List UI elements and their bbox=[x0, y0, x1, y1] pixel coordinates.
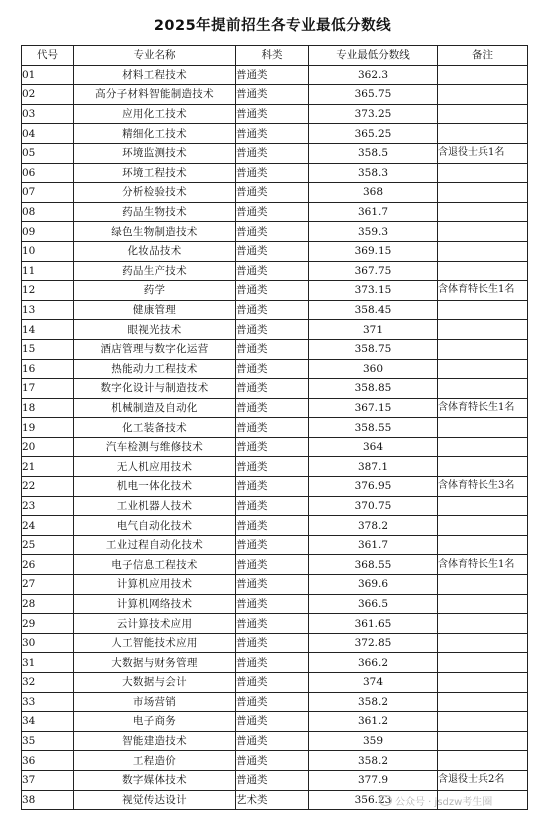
table-row bbox=[22, 65, 528, 85]
table-row bbox=[22, 222, 528, 242]
cell-type: 普通类 bbox=[236, 751, 309, 771]
cell-score: 358.55 bbox=[309, 418, 438, 438]
cell-code: 06 bbox=[22, 163, 74, 183]
header-major: 专业名称 bbox=[74, 46, 236, 66]
cell-note bbox=[438, 85, 528, 105]
table-row bbox=[22, 633, 528, 653]
cell-code: 13 bbox=[22, 300, 74, 320]
cell-major: 机电一体化技术 bbox=[74, 477, 236, 497]
cell-note: 含体育特长生1名 bbox=[438, 398, 528, 418]
cell-type: 普通类 bbox=[236, 104, 309, 124]
cell-type: 普通类 bbox=[236, 359, 309, 379]
cell-code: 17 bbox=[22, 379, 74, 399]
cell-type: 普通类 bbox=[236, 339, 309, 359]
cell-type: 普通类 bbox=[236, 241, 309, 261]
cell-score: 356.23 bbox=[309, 790, 438, 810]
cell-score: 358.45 bbox=[309, 300, 438, 320]
table-row bbox=[22, 418, 528, 438]
cell-score: 361.2 bbox=[309, 712, 438, 732]
cell-score: 369.15 bbox=[309, 241, 438, 261]
cell-type: 普通类 bbox=[236, 516, 309, 536]
cell-score: 377.9 bbox=[309, 770, 438, 790]
cell-type: 普通类 bbox=[236, 65, 309, 85]
cell-note bbox=[438, 457, 528, 477]
cell-score: 371 bbox=[309, 320, 438, 340]
table-row bbox=[22, 359, 528, 379]
cell-note bbox=[438, 339, 528, 359]
cell-code: 26 bbox=[22, 555, 74, 575]
cell-major: 数字媒体技术 bbox=[74, 770, 236, 790]
cell-major: 分析检验技术 bbox=[74, 183, 236, 203]
cell-code: 37 bbox=[22, 770, 74, 790]
cell-note: 含体育特长生3名 bbox=[438, 477, 528, 497]
cell-code: 11 bbox=[22, 261, 74, 281]
table-row bbox=[22, 712, 528, 732]
cell-note bbox=[438, 692, 528, 712]
cell-note bbox=[438, 496, 528, 516]
cell-score: 372.85 bbox=[309, 633, 438, 653]
table-row bbox=[22, 163, 528, 183]
table-row bbox=[22, 555, 528, 575]
table-row bbox=[22, 183, 528, 203]
cell-note bbox=[438, 614, 528, 634]
cell-note: 含退役士兵1名 bbox=[438, 143, 528, 163]
cell-major: 药学 bbox=[74, 281, 236, 301]
cell-type: 普通类 bbox=[236, 418, 309, 438]
cell-score: 361.7 bbox=[309, 535, 438, 555]
cell-major: 电子商务 bbox=[74, 712, 236, 732]
cell-code: 04 bbox=[22, 124, 74, 144]
cell-type: 普通类 bbox=[236, 202, 309, 222]
cell-major: 计算机应用技术 bbox=[74, 575, 236, 595]
cell-note bbox=[438, 261, 528, 281]
cell-type: 普通类 bbox=[236, 398, 309, 418]
cell-type: 普通类 bbox=[236, 437, 309, 457]
cell-major: 电气自动化技术 bbox=[74, 516, 236, 536]
cell-score: 361.7 bbox=[309, 202, 438, 222]
table-row bbox=[22, 477, 528, 497]
cell-code: 25 bbox=[22, 535, 74, 555]
cell-major: 环境工程技术 bbox=[74, 163, 236, 183]
cell-code: 23 bbox=[22, 496, 74, 516]
cell-score: 376.95 bbox=[309, 477, 438, 497]
cell-note bbox=[438, 222, 528, 242]
cell-score: 364 bbox=[309, 437, 438, 457]
cell-type: 普通类 bbox=[236, 85, 309, 105]
cell-type: 普通类 bbox=[236, 222, 309, 242]
cell-code: 09 bbox=[22, 222, 74, 242]
table-row bbox=[22, 535, 528, 555]
cell-score: 368.55 bbox=[309, 555, 438, 575]
cell-major: 云计算技术应用 bbox=[74, 614, 236, 634]
cell-major: 药品生产技术 bbox=[74, 261, 236, 281]
cell-major: 计算机网络技术 bbox=[74, 594, 236, 614]
table-row bbox=[22, 594, 528, 614]
cell-score: 358.5 bbox=[309, 143, 438, 163]
cell-score: 370.75 bbox=[309, 496, 438, 516]
cell-major: 大数据与会计 bbox=[74, 673, 236, 693]
cell-score: 368 bbox=[309, 183, 438, 203]
cell-code: 24 bbox=[22, 516, 74, 536]
cell-type: 普通类 bbox=[236, 320, 309, 340]
cell-type: 普通类 bbox=[236, 692, 309, 712]
cell-type: 普通类 bbox=[236, 496, 309, 516]
table-row bbox=[22, 751, 528, 771]
table-row bbox=[22, 496, 528, 516]
admission-score-table bbox=[21, 45, 528, 810]
cell-note bbox=[438, 437, 528, 457]
cell-code: 35 bbox=[22, 731, 74, 751]
cell-major: 化妆品技术 bbox=[74, 241, 236, 261]
table-row bbox=[22, 143, 528, 163]
cell-type: 普通类 bbox=[236, 653, 309, 673]
cell-major: 精细化工技术 bbox=[74, 124, 236, 144]
cell-score: 366.5 bbox=[309, 594, 438, 614]
cell-note bbox=[438, 633, 528, 653]
header-note: 备注 bbox=[438, 46, 528, 66]
table-row bbox=[22, 320, 528, 340]
cell-note bbox=[438, 320, 528, 340]
cell-note bbox=[438, 183, 528, 203]
cell-type: 普通类 bbox=[236, 457, 309, 477]
cell-type: 普通类 bbox=[236, 673, 309, 693]
cell-code: 02 bbox=[22, 85, 74, 105]
cell-code: 01 bbox=[22, 65, 74, 85]
cell-code: 03 bbox=[22, 104, 74, 124]
cell-code: 33 bbox=[22, 692, 74, 712]
cell-type: 普通类 bbox=[236, 614, 309, 634]
cell-score: 373.25 bbox=[309, 104, 438, 124]
cell-type: 普通类 bbox=[236, 594, 309, 614]
watermark-text: 公众号 · jsdzw考生圈 bbox=[395, 797, 493, 808]
cell-score: 373.15 bbox=[309, 281, 438, 301]
cell-major: 化工装备技术 bbox=[74, 418, 236, 438]
cell-major: 热能动力工程技术 bbox=[74, 359, 236, 379]
cell-score: 358.75 bbox=[309, 339, 438, 359]
cell-note bbox=[438, 731, 528, 751]
cell-note bbox=[438, 535, 528, 555]
cell-note bbox=[438, 300, 528, 320]
cell-note: 含退役士兵2名 bbox=[438, 770, 528, 790]
cell-note: 含体育特长生1名 bbox=[438, 281, 528, 301]
cell-note bbox=[438, 359, 528, 379]
table-row bbox=[22, 202, 528, 222]
table-row bbox=[22, 261, 528, 281]
cell-major: 工业过程自动化技术 bbox=[74, 535, 236, 555]
cell-note: 含体育特长生1名 bbox=[438, 555, 528, 575]
cell-type: 普通类 bbox=[236, 300, 309, 320]
table-row bbox=[22, 437, 528, 457]
cell-note bbox=[438, 673, 528, 693]
cell-type: 普通类 bbox=[236, 281, 309, 301]
cell-major: 材料工程技术 bbox=[74, 65, 236, 85]
cell-score: 358.2 bbox=[309, 751, 438, 771]
cell-score: 374 bbox=[309, 673, 438, 693]
cell-note bbox=[438, 418, 528, 438]
cell-code: 19 bbox=[22, 418, 74, 438]
cell-type: 普通类 bbox=[236, 633, 309, 653]
cell-score: 387.1 bbox=[309, 457, 438, 477]
cell-code: 28 bbox=[22, 594, 74, 614]
cell-code: 08 bbox=[22, 202, 74, 222]
cell-major: 药品生物技术 bbox=[74, 202, 236, 222]
table-row bbox=[22, 673, 528, 693]
table-row bbox=[22, 281, 528, 301]
table-row bbox=[22, 124, 528, 144]
cell-code: 22 bbox=[22, 477, 74, 497]
cell-score: 378.2 bbox=[309, 516, 438, 536]
cell-score: 358.2 bbox=[309, 692, 438, 712]
cell-code: 14 bbox=[22, 320, 74, 340]
cell-note bbox=[438, 65, 528, 85]
watermark bbox=[379, 793, 492, 808]
cell-type: 普通类 bbox=[236, 183, 309, 203]
cell-type: 普通类 bbox=[236, 555, 309, 575]
cell-note bbox=[438, 653, 528, 673]
cell-note bbox=[438, 575, 528, 595]
cell-code: 34 bbox=[22, 712, 74, 732]
table-row bbox=[22, 339, 528, 359]
cell-type: 普通类 bbox=[236, 261, 309, 281]
cell-major: 工业机器人技术 bbox=[74, 496, 236, 516]
cell-note bbox=[438, 712, 528, 732]
cell-note bbox=[438, 751, 528, 771]
cell-note bbox=[438, 124, 528, 144]
cell-major: 大数据与财务管理 bbox=[74, 653, 236, 673]
cell-score: 359 bbox=[309, 731, 438, 751]
cell-code: 27 bbox=[22, 575, 74, 595]
cell-code: 36 bbox=[22, 751, 74, 771]
cell-type: 艺术类 bbox=[236, 790, 309, 810]
cell-type: 普通类 bbox=[236, 731, 309, 751]
header-code: 代号 bbox=[22, 46, 74, 66]
cell-major: 健康管理 bbox=[74, 300, 236, 320]
table-row bbox=[22, 104, 528, 124]
cell-score: 367.75 bbox=[309, 261, 438, 281]
cell-note bbox=[438, 594, 528, 614]
cell-score: 365.75 bbox=[309, 85, 438, 105]
table-row bbox=[22, 516, 528, 536]
cell-note bbox=[438, 163, 528, 183]
cell-code: 29 bbox=[22, 614, 74, 634]
table-row bbox=[22, 398, 528, 418]
cell-code: 12 bbox=[22, 281, 74, 301]
table-row bbox=[22, 575, 528, 595]
cell-code: 10 bbox=[22, 241, 74, 261]
cell-code: 20 bbox=[22, 437, 74, 457]
cell-code: 18 bbox=[22, 398, 74, 418]
cell-score: 369.6 bbox=[309, 575, 438, 595]
cell-major: 电子信息工程技术 bbox=[74, 555, 236, 575]
cell-note bbox=[438, 241, 528, 261]
table-row bbox=[22, 614, 528, 634]
cell-type: 普通类 bbox=[236, 770, 309, 790]
cell-score: 362.3 bbox=[309, 65, 438, 85]
cell-major: 高分子材料智能制造技术 bbox=[74, 85, 236, 105]
cell-type: 普通类 bbox=[236, 379, 309, 399]
cell-type: 普通类 bbox=[236, 712, 309, 732]
cell-code: 30 bbox=[22, 633, 74, 653]
table-row bbox=[22, 770, 528, 790]
table-row bbox=[22, 379, 528, 399]
cell-score: 366.2 bbox=[309, 653, 438, 673]
table-row bbox=[22, 241, 528, 261]
cell-type: 普通类 bbox=[236, 535, 309, 555]
cell-major: 应用化工技术 bbox=[74, 104, 236, 124]
cell-note bbox=[438, 104, 528, 124]
cell-type: 普通类 bbox=[236, 575, 309, 595]
cell-major: 无人机应用技术 bbox=[74, 457, 236, 477]
cell-code: 07 bbox=[22, 183, 74, 203]
cell-score: 365.25 bbox=[309, 124, 438, 144]
cell-code: 05 bbox=[22, 143, 74, 163]
cell-major: 绿色生物制造技术 bbox=[74, 222, 236, 242]
table-row bbox=[22, 692, 528, 712]
cell-code: 16 bbox=[22, 359, 74, 379]
cell-major: 视觉传达设计 bbox=[74, 790, 236, 810]
cell-major: 人工智能技术应用 bbox=[74, 633, 236, 653]
cell-note bbox=[438, 202, 528, 222]
table-row bbox=[22, 731, 528, 751]
cell-major: 机械制造及自动化 bbox=[74, 398, 236, 418]
table-header-row bbox=[22, 46, 528, 66]
cell-major: 酒店管理与数字化运营 bbox=[74, 339, 236, 359]
cell-score: 360 bbox=[309, 359, 438, 379]
cell-major: 数字化设计与制造技术 bbox=[74, 379, 236, 399]
cell-type: 普通类 bbox=[236, 163, 309, 183]
cell-major: 眼视光技术 bbox=[74, 320, 236, 340]
cell-score: 359.3 bbox=[309, 222, 438, 242]
cell-score: 358.85 bbox=[309, 379, 438, 399]
header-score: 专业最低分数线 bbox=[309, 46, 438, 66]
cell-major: 智能建造技术 bbox=[74, 731, 236, 751]
cell-note bbox=[438, 379, 528, 399]
header-type: 科类 bbox=[236, 46, 309, 66]
cell-score: 367.15 bbox=[309, 398, 438, 418]
cell-type: 普通类 bbox=[236, 477, 309, 497]
table-row bbox=[22, 300, 528, 320]
table-row bbox=[22, 457, 528, 477]
cell-major: 市场营销 bbox=[74, 692, 236, 712]
table-row bbox=[22, 85, 528, 105]
cell-major: 工程造价 bbox=[74, 751, 236, 771]
cell-type: 普通类 bbox=[236, 124, 309, 144]
cell-code: 15 bbox=[22, 339, 74, 359]
wechat-official-account-icon bbox=[379, 795, 392, 806]
cell-score: 361.65 bbox=[309, 614, 438, 634]
cell-type: 普通类 bbox=[236, 143, 309, 163]
cell-code: 21 bbox=[22, 457, 74, 477]
cell-note bbox=[438, 516, 528, 536]
cell-code: 32 bbox=[22, 673, 74, 693]
cell-code: 38 bbox=[22, 790, 74, 810]
cell-major: 环境监测技术 bbox=[74, 143, 236, 163]
cell-major: 汽车检测与维修技术 bbox=[74, 437, 236, 457]
cell-code: 31 bbox=[22, 653, 74, 673]
page-title: 2025年提前招生各专业最低分数线 bbox=[153, 18, 392, 34]
cell-score: 358.3 bbox=[309, 163, 438, 183]
table-row bbox=[22, 653, 528, 673]
